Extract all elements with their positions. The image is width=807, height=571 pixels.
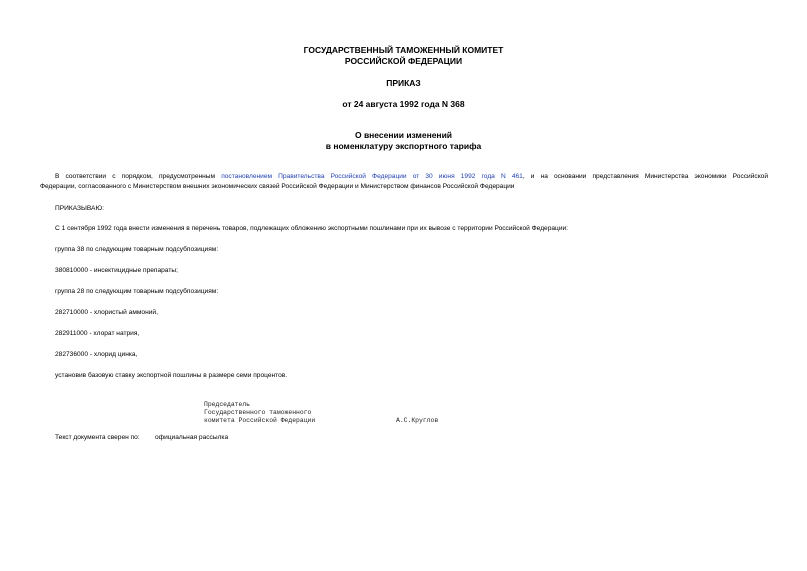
authority-line-1: ГОСУДАРСТВЕННЫЙ ТАМОЖЕННЫЙ КОМИТЕТ [303, 45, 504, 55]
body-paragraph-5: 282710000 - хлористый аммоний, [55, 309, 158, 316]
body-paragraph-7: 282736000 - хлорид цинка, [55, 351, 138, 358]
document-type: ПРИКАЗ [386, 78, 421, 88]
government-decree-link[interactable]: постановлением Правительства Российской Федерации от 30 июня 1992 года N 461 [221, 173, 523, 180]
signature-line-3: комитета Российской Федерации [204, 417, 316, 424]
preamble-line-2: Федерации, согласованного с Министерством внешних экономических связей Российской Федерации и Министерством финансов Российской Федерации [40, 183, 515, 190]
signatory-name: А.С.Круглов [396, 417, 439, 424]
body-paragraph-6: 282911000 - хлорат натрия, [55, 330, 140, 337]
order-word: ПРИКАЗЫВАЮ: [55, 205, 104, 212]
footer-label: Текст документа сверен по: [55, 434, 140, 441]
subject-line-1: О внесении изменений [354, 130, 453, 140]
footer-source: официальная рассылка [155, 434, 229, 441]
authority-line-2: РОССИЙСКОЙ ФЕДЕРАЦИИ [344, 56, 463, 66]
body-paragraph-2: группа 38 по следующим товарным подсубпозициям: [55, 246, 219, 253]
body-paragraph-3: 380810000 - инсектицидные препараты; [55, 267, 178, 274]
signature-line-1: Председатель [204, 401, 251, 408]
document-date-number: от 24 августа 1992 года N 368 [342, 99, 465, 109]
body-paragraph-4: группа 28 по следующим товарным подсубпозициям: [55, 288, 219, 295]
body-paragraph-8: установив базовую ставку экспортной пошлины в размере семи процентов. [55, 372, 288, 379]
preamble-start: В соответствии с порядком, предусмотренным [55, 173, 222, 180]
preamble-line-1 [55, 172, 768, 181]
body-paragraph-1: С 1 сентября 1992 года внести изменения в перечень товаров, подлежащих обложению экспортными пошлинами при их вывозе с территории Российской Федерации: [55, 225, 569, 232]
subject-line-2: в номенклатуру экспортного тарифа [325, 141, 482, 151]
preamble-line1-end: , и на основании представления Министерства экономики Российской [522, 173, 769, 180]
signature-line-2: Государственного таможенного [204, 409, 312, 416]
